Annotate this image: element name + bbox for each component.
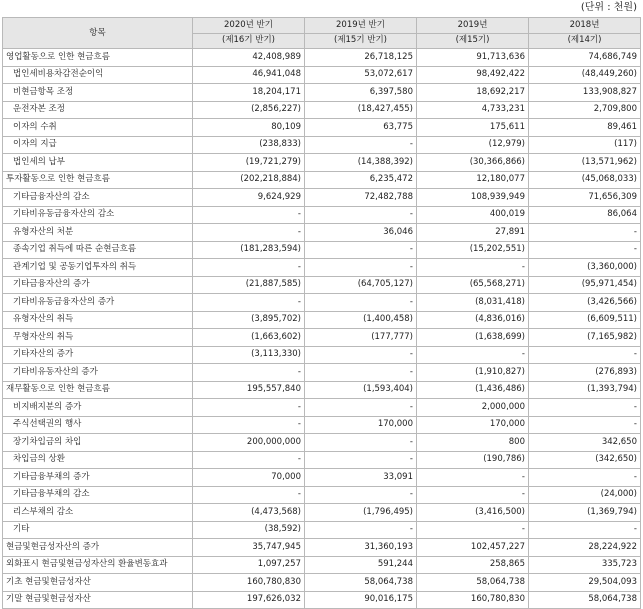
row-value: 4,733,231: [417, 101, 529, 119]
row-value: -: [193, 364, 305, 382]
row-value: 335,723: [529, 556, 641, 574]
table-body: [3, 49, 641, 609]
table-row: [3, 521, 641, 539]
row-value: 63,775: [305, 119, 417, 137]
row-value: -: [417, 259, 529, 277]
row-value: 175,611: [417, 119, 529, 137]
row-value: (1,400,458): [305, 311, 417, 329]
row-value: (1,436,486): [417, 381, 529, 399]
table-row: [3, 434, 641, 452]
table-row: [3, 574, 641, 592]
row-value: (7,165,982): [529, 329, 641, 347]
row-label: 법인세비용차감전순이익: [3, 66, 193, 84]
row-value: (13,571,962): [529, 154, 641, 172]
table-row: [3, 241, 641, 259]
row-value: (4,836,016): [417, 311, 529, 329]
row-value: (21,887,585): [193, 276, 305, 294]
table-row: [3, 49, 641, 67]
row-label: 차입금의 상환: [3, 451, 193, 469]
table-row: [3, 451, 641, 469]
row-value: (1,796,495): [305, 504, 417, 522]
table-row: [3, 294, 641, 312]
row-value: (64,705,127): [305, 276, 417, 294]
row-value: 200,000,000: [193, 434, 305, 452]
table-row: [3, 364, 641, 382]
row-value: (1,638,699): [417, 329, 529, 347]
row-value: 2,000,000: [417, 399, 529, 417]
row-value: 53,072,617: [305, 66, 417, 84]
row-value: (190,786): [417, 451, 529, 469]
table-row: [3, 346, 641, 364]
row-value: 18,204,171: [193, 84, 305, 102]
row-value: -: [305, 259, 417, 277]
row-value: (117): [529, 136, 641, 154]
row-value: 197,626,032: [193, 591, 305, 609]
row-value: 70,000: [193, 469, 305, 487]
table-row: [3, 486, 641, 504]
row-label: 유형자산의 취득: [3, 311, 193, 329]
row-value: (19,721,279): [193, 154, 305, 172]
row-value: 71,656,309: [529, 189, 641, 207]
row-value: (4,473,568): [193, 504, 305, 522]
row-label: 현금및현금성자산의 증가: [3, 539, 193, 557]
row-value: (238,833): [193, 136, 305, 154]
table-row: [3, 171, 641, 189]
row-value: 98,492,422: [417, 66, 529, 84]
table-row: [3, 189, 641, 207]
row-value: (8,031,418): [417, 294, 529, 312]
row-value: (3,416,500): [417, 504, 529, 522]
row-value: (38,592): [193, 521, 305, 539]
header-col-3: 2019년: [417, 18, 529, 34]
table-row: [3, 469, 641, 487]
row-label: 리스부채의 감소: [3, 504, 193, 522]
table-header: [3, 18, 641, 49]
row-value: 591,244: [305, 556, 417, 574]
row-value: 6,397,580: [305, 84, 417, 102]
row-label: 이자의 수취: [3, 119, 193, 137]
row-value: 72,482,788: [305, 189, 417, 207]
table-row: [3, 539, 641, 557]
row-value: 2,709,800: [529, 101, 641, 119]
row-label: 종속기업 취득에 따른 순현금흐름: [3, 241, 193, 259]
row-value: 29,504,093: [529, 574, 641, 592]
row-value: -: [193, 486, 305, 504]
row-value: 46,941,048: [193, 66, 305, 84]
row-label: 기타비유동금융자산의 증가: [3, 294, 193, 312]
cash-flow-table: [2, 17, 641, 609]
row-value: (1,910,827): [417, 364, 529, 382]
row-label: 영업활동으로 인한 현금흐름: [3, 49, 193, 67]
row-value: (15,202,551): [417, 241, 529, 259]
row-value: (48,449,260): [529, 66, 641, 84]
row-value: 33,091: [305, 469, 417, 487]
row-value: 400,019: [417, 206, 529, 224]
row-value: -: [305, 434, 417, 452]
row-value: (1,663,602): [193, 329, 305, 347]
row-value: 18,692,217: [417, 84, 529, 102]
row-value: 86,064: [529, 206, 641, 224]
row-value: (342,650): [529, 451, 641, 469]
row-value: (181,283,594): [193, 241, 305, 259]
row-value: (12,979): [417, 136, 529, 154]
row-value: -: [529, 521, 641, 539]
table-row: [3, 399, 641, 417]
row-label: 기타: [3, 521, 193, 539]
row-value: 800: [417, 434, 529, 452]
row-value: (3,113,330): [193, 346, 305, 364]
table-row: [3, 311, 641, 329]
table-row: [3, 276, 641, 294]
row-value: (1,593,404): [305, 381, 417, 399]
table-row: [3, 416, 641, 434]
row-label: 재무활동으로 인한 현금흐름: [3, 381, 193, 399]
row-value: -: [305, 451, 417, 469]
row-value: -: [529, 469, 641, 487]
row-value: -: [305, 364, 417, 382]
row-value: (177,777): [305, 329, 417, 347]
table-row: [3, 206, 641, 224]
row-value: -: [529, 399, 641, 417]
row-value: (3,360,000): [529, 259, 641, 277]
row-value: 91,713,636: [417, 49, 529, 67]
header-col-1-sub: (제16기 반기): [193, 33, 305, 49]
row-value: -: [417, 469, 529, 487]
row-value: (202,218,884): [193, 171, 305, 189]
row-value: 160,780,830: [417, 591, 529, 609]
row-value: -: [529, 416, 641, 434]
row-value: -: [193, 259, 305, 277]
unit-label: (단위 : 천원): [580, 2, 637, 13]
table-row: [3, 504, 641, 522]
row-label: 유형자산의 처분: [3, 224, 193, 242]
row-value: -: [193, 206, 305, 224]
row-value: 58,064,738: [305, 574, 417, 592]
row-value: 342,650: [529, 434, 641, 452]
row-value: -: [305, 399, 417, 417]
row-value: 9,624,929: [193, 189, 305, 207]
row-label: 비현금항목 조정: [3, 84, 193, 102]
table-row: [3, 66, 641, 84]
row-label: 장기차입금의 차입: [3, 434, 193, 452]
row-value: 90,016,175: [305, 591, 417, 609]
row-value: 58,064,738: [529, 591, 641, 609]
row-label: 무형자산의 취득: [3, 329, 193, 347]
row-value: 170,000: [305, 416, 417, 434]
row-value: -: [529, 224, 641, 242]
table-row: [3, 381, 641, 399]
row-value: (1,369,794): [529, 504, 641, 522]
row-value: -: [305, 346, 417, 364]
row-value: -: [305, 206, 417, 224]
row-value: -: [417, 346, 529, 364]
table-row: [3, 591, 641, 609]
row-label: 비지배지분의 증가: [3, 399, 193, 417]
row-label: 기타비유동자산의 증가: [3, 364, 193, 382]
row-value: (6,609,511): [529, 311, 641, 329]
row-value: 12,180,077: [417, 171, 529, 189]
row-value: 133,908,827: [529, 84, 641, 102]
row-value: 35,747,945: [193, 539, 305, 557]
row-value: -: [305, 486, 417, 504]
row-value: -: [305, 294, 417, 312]
row-label: 기타금융자산의 증가: [3, 276, 193, 294]
row-label: 외화표시 현금및현금성자산의 환율변동효과: [3, 556, 193, 574]
row-value: -: [193, 451, 305, 469]
row-label: 기타자산의 증가: [3, 346, 193, 364]
row-value: 6,235,472: [305, 171, 417, 189]
row-value: 27,891: [417, 224, 529, 242]
row-value: -: [529, 241, 641, 259]
row-value: (30,366,866): [417, 154, 529, 172]
row-value: 258,865: [417, 556, 529, 574]
row-value: 80,109: [193, 119, 305, 137]
row-value: (45,068,033): [529, 171, 641, 189]
row-label: 투자활동으로 인한 현금흐름: [3, 171, 193, 189]
row-value: 28,224,922: [529, 539, 641, 557]
row-value: -: [305, 241, 417, 259]
row-label: 법인세의 납부: [3, 154, 193, 172]
row-value: 102,457,227: [417, 539, 529, 557]
row-value: -: [305, 521, 417, 539]
row-label: 기타비유동금융자산의 감소: [3, 206, 193, 224]
table-row: [3, 154, 641, 172]
row-value: 1,097,257: [193, 556, 305, 574]
row-value: (14,388,392): [305, 154, 417, 172]
row-value: -: [417, 486, 529, 504]
row-value: 108,939,949: [417, 189, 529, 207]
row-label: 기초 현금및현금성자산: [3, 574, 193, 592]
header-col-2: 2019년 반기: [305, 18, 417, 34]
row-value: (18,427,455): [305, 101, 417, 119]
row-value: 160,780,830: [193, 574, 305, 592]
row-value: 58,064,738: [417, 574, 529, 592]
header-col-4: 2018년: [529, 18, 641, 34]
row-value: (3,426,566): [529, 294, 641, 312]
row-value: 26,718,125: [305, 49, 417, 67]
row-value: -: [417, 521, 529, 539]
table-row: [3, 259, 641, 277]
header-col-1: 2020년 반기: [193, 18, 305, 34]
row-label: 기타금융자산의 감소: [3, 189, 193, 207]
row-value: (65,568,271): [417, 276, 529, 294]
header-col-4-sub: (제14기): [529, 33, 641, 49]
row-value: -: [193, 294, 305, 312]
header-col-2-sub: (제15기 반기): [305, 33, 417, 49]
row-value: 170,000: [417, 416, 529, 434]
row-value: 31,360,193: [305, 539, 417, 557]
row-value: 36,046: [305, 224, 417, 242]
row-value: 195,557,840: [193, 381, 305, 399]
row-value: (3,895,702): [193, 311, 305, 329]
table-row: [3, 224, 641, 242]
row-value: -: [305, 136, 417, 154]
row-value: 89,461: [529, 119, 641, 137]
row-value: 42,408,989: [193, 49, 305, 67]
table-row: [3, 101, 641, 119]
table-row: [3, 136, 641, 154]
row-value: (276,893): [529, 364, 641, 382]
row-label: 기타금융부채의 증가: [3, 469, 193, 487]
row-label: 이자의 지급: [3, 136, 193, 154]
row-value: (24,000): [529, 486, 641, 504]
table-row: [3, 119, 641, 137]
row-value: -: [529, 346, 641, 364]
row-value: -: [193, 416, 305, 434]
row-label: 관계기업 및 공동기업투자의 취득: [3, 259, 193, 277]
table-row: [3, 329, 641, 347]
row-label: 주식선택권의 행사: [3, 416, 193, 434]
header-col-3-sub: (제15기): [417, 33, 529, 49]
header-item: 항목: [3, 18, 193, 49]
row-value: -: [193, 399, 305, 417]
row-value: (1,393,794): [529, 381, 641, 399]
row-label: 기말 현금및현금성자산: [3, 591, 193, 609]
row-value: 74,686,749: [529, 49, 641, 67]
row-value: -: [193, 224, 305, 242]
table-row: [3, 84, 641, 102]
row-value: (2,856,227): [193, 101, 305, 119]
row-label: 기타금융부채의 감소: [3, 486, 193, 504]
row-value: (95,971,454): [529, 276, 641, 294]
row-label: 운전자본 조정: [3, 101, 193, 119]
